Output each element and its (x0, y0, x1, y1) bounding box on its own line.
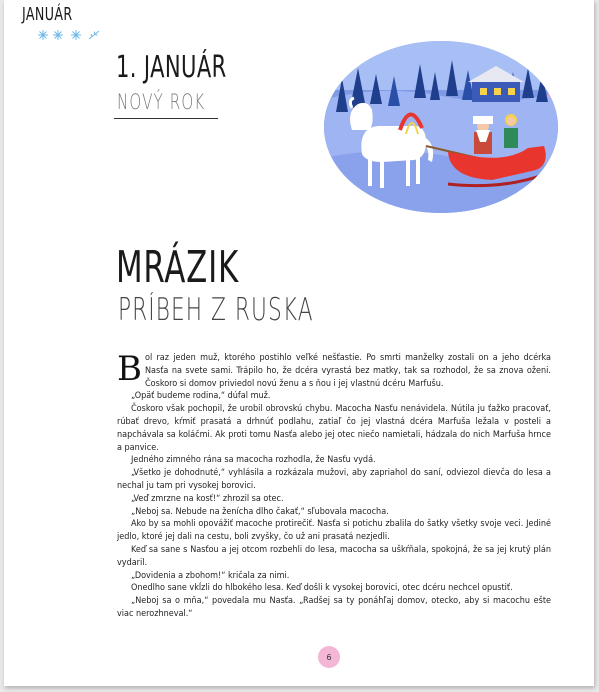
story-title: MRÁZIK (116, 242, 239, 293)
winter-sleigh-illustration (322, 38, 560, 216)
drop-cap: B (117, 349, 142, 389)
month-corner-tab (12, 0, 92, 44)
story-paragraph: „Neboj sa. Nebude na ženícha dlho čakať,“ sľubovala macocha. (131, 506, 389, 517)
story-paragraph: Čoskoro však pochopil, že urobil obrovskú chybu. Macocha Nasťu nenávidela. Nútila ju ťažko pracovať, rúbať drevo, kŕmiť prasatá a drhnúť podlahu, zatiaľ čo jej vlastná dcéra Marfuša ležala v posteli a napchávala sa koláčmi. Ak proti tomu Nasťa alebo jej otec niečo namietali, hádzala do nich Marfuša hrnce a panvice. (117, 404, 551, 453)
story-paragraph: „Neboj sa o mňa,“ povedala mu Nasťa. „Radšej sa ty ponáhľaj domov, otecko, aby si macochu ešte viac nerozhneval.“ (117, 596, 551, 619)
month-tab-label: JANUÁR (22, 4, 73, 25)
story-paragraph: Ako by sa mohli opovážiť macoche protirečiť. Nasťa si potichu zbalila do šatky všetky svoje veci. Jediné jedlo, ktoré jej dali na cestu, boli zvyšky, čo už ani prasatá nezjedli. (117, 519, 551, 543)
page-number-badge: 6 (318, 646, 340, 668)
story-paragraph: Jedného zimného rána sa macocha rozhodla, že Nasťu vydá. (131, 455, 376, 466)
story-paragraph: „Všetko je dohodnuté,“ vyhlásila a rozkázala mužovi, aby zapriahol do saní, odviezol dievča do lesa a nechal ju tam pri vysokej borovici. (117, 468, 551, 491)
story-paragraph: Keď sa sane s Nasťou a jej otcom rozbehli do lesa, macocha sa uškŕňala, spokojná, že sa jej krutý plán vydaril. (117, 544, 551, 568)
story-paragraph: „Opäť budeme rodina,“ dúfal muž. (131, 391, 271, 402)
day-title: 1. JANUÁR (116, 50, 227, 85)
story-paragraph: „Dovidenia a zbohom!“ kričala za nimi. (131, 570, 290, 581)
day-subtitle: NOVÝ ROK (117, 90, 206, 114)
story-subtitle: PRÍBEH Z RUSKA (118, 292, 314, 328)
story-paragraph (117, 349, 551, 390)
story-body (117, 349, 551, 621)
story-paragraph: Onedlho sane vkĺzli do hlbokého lesa. Keď došli k vysokej borovici, otec dcéru nechcel opustiť. (131, 583, 513, 594)
title-divider (114, 118, 218, 119)
story-paragraph: „Veď zmrzne na kosť!“ zhrozil sa otec. (131, 493, 284, 504)
book-page (4, 0, 594, 686)
story-paragraph-text: ol raz jeden muž, ktorého postihlo veľké nešťastie. Po smrti manželky zostali on a jeho dcérka Nasťa na svete sami. Trápilo ho, že dcéra vyrastá bez matky, tak sa rozhodol, že sa znova oženi. Čoskoro si domov priviedol novú ženu a s ňou i jej vlastnú dcéru Marfušu. (145, 353, 551, 389)
snowflake-icon (36, 28, 106, 42)
